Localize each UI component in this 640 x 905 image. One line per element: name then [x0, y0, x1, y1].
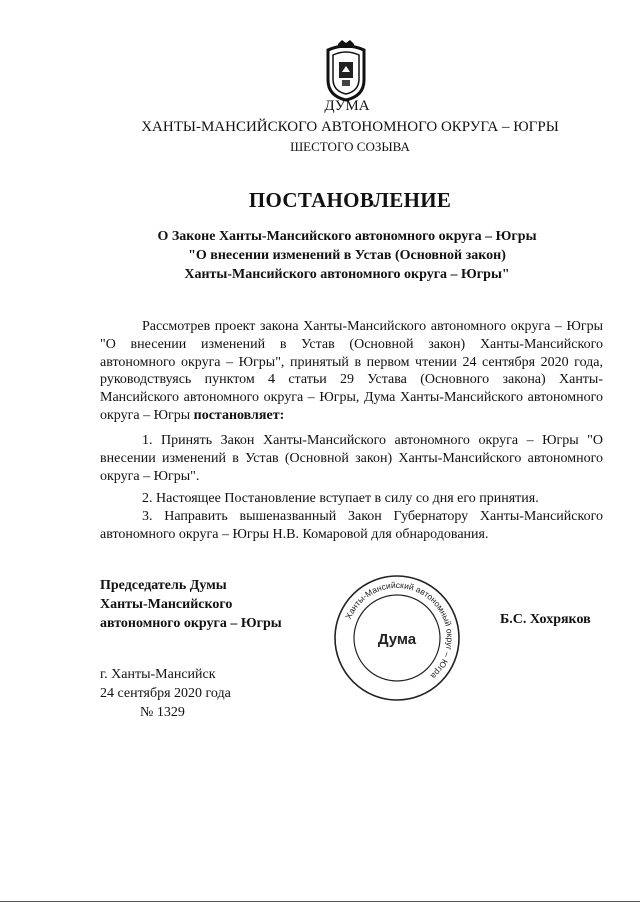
- signatory-line-3: автономного округа – Югры: [100, 616, 282, 631]
- signatory-title: [100, 576, 282, 633]
- page-bottom-divider: [0, 901, 640, 902]
- signatory-line-2: Ханты-Мансийского: [100, 597, 233, 612]
- intro-text: Рассмотрев проект закона Ханты-Мансийского автономного округа – Югры "О внесении изменений в Устав (Основной закон) Ханты-Мансийского автономного округа – Югры", принятый в первом чтении 24 сентября 2020 года, руководствуясь пунктом 4 статьи 29 Устава (Основного закона) Ханты-Мансийского автономного округа – Югры, Дума Ханты-Мансийского автономного округа – Югры: [100, 319, 603, 423]
- intro-decision-word: постановляет:: [193, 407, 285, 423]
- coat-of-arms-emblem: [322, 40, 370, 102]
- document-footer: [100, 665, 231, 722]
- footer-city: г. Ханты-Мансийск: [100, 667, 216, 682]
- subject-line-3: Ханты-Мансийского автономного округа – Югры": [184, 267, 510, 282]
- official-seal: [331, 572, 463, 704]
- header-line-convocation: ШЕСТОГО СОЗЫВА: [290, 139, 410, 154]
- item-2-paragraph: 2. Настоящее Постановление вступает в силу со дня его принятия.: [142, 491, 539, 506]
- subject-line-2: "О внесении изменений в Устав (Основной закон): [188, 248, 506, 263]
- document-title: ПОСТАНОВЛЕНИЕ: [248, 188, 452, 212]
- subject-line-1: О Законе Ханты-Мансийского автономного округа – Югры: [157, 229, 537, 244]
- header-line-duma: ДУМА: [324, 98, 370, 114]
- item-1-paragraph: 1. Принять Закон Ханты-Мансийского автономного округа – Югры "О внесении изменений в Устав (Основной закон) Ханты-Мансийского автономного округа – Югры".: [100, 433, 603, 484]
- item-3-paragraph: 3. Направить вышеназванный Закон Губернатору Ханты-Мансийского автономного округа – Югры Н.В. Комаровой для обнародования.: [100, 509, 603, 542]
- footer-number: № 1329: [140, 705, 185, 720]
- header-line-okrug: ХАНТЫ-МАНСИЙСКОГО АВТОНОМНОГО ОКРУГА – ЮГРЫ: [141, 119, 559, 135]
- signatory-line-1: Председатель Думы: [100, 578, 227, 593]
- intro-paragraph: [100, 318, 603, 425]
- signatory-name: Б.С. Хохряков: [500, 612, 591, 627]
- seal-center-text: Дума: [377, 631, 417, 648]
- footer-date: 24 сентября 2020 года: [100, 686, 231, 701]
- seal-ring-text: Ханты-Мансийский автономный округ – Югра: [343, 579, 456, 682]
